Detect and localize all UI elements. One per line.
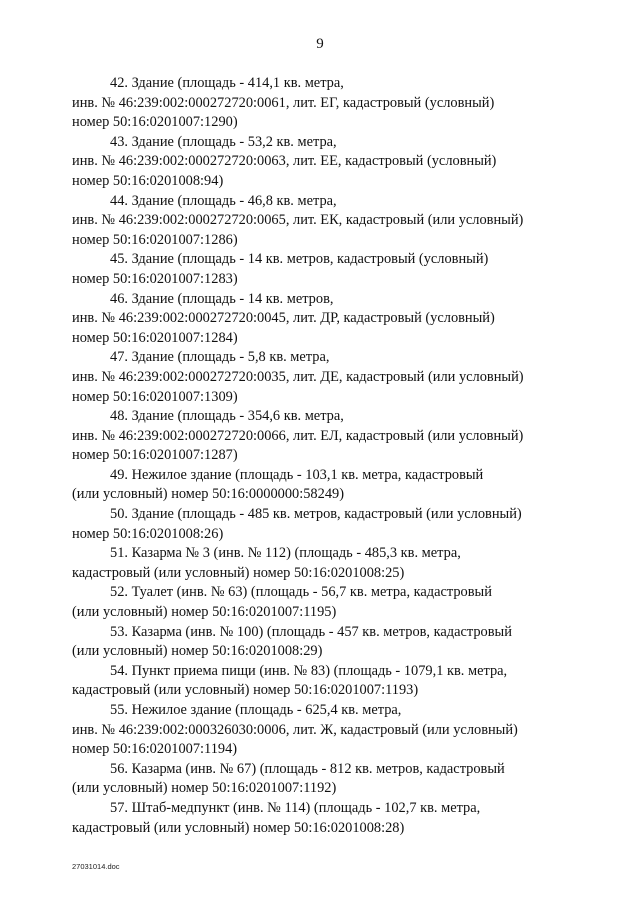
- item-line: номер 50:16:0201007:1309): [72, 388, 238, 405]
- item-line: номер 50:16:0201007:1290): [72, 114, 238, 131]
- item-line: (или условный) номер 50:16:0000000:58249): [72, 486, 345, 503]
- item-first-line: 44. Здание (площадь - 46,8 кв. метра,: [110, 192, 337, 209]
- item-line: номер 50:16:0201007:1287): [72, 447, 238, 464]
- item-line: номер 50:16:0201008:94): [72, 172, 224, 189]
- item-line: номер 50:16:0201007:1286): [72, 231, 238, 248]
- list-item: [72, 133, 560, 192]
- item-first-line: 52. Туалет (инв. № 63) (площадь - 56,7 кв. метра, кадастровый: [110, 584, 492, 601]
- list-item: [72, 544, 560, 583]
- item-first-line: 46. Здание (площадь - 14 кв. метров,: [110, 290, 334, 307]
- item-first-line: 51. Казарма № 3 (инв. № 112) (площадь - 485,3 кв. метра,: [110, 545, 461, 562]
- page-number: 9: [316, 36, 324, 52]
- list-item: [72, 799, 560, 838]
- item-line: номер 50:16:0201007:1194): [72, 741, 238, 758]
- item-line: номер 50:16:0201007:1284): [72, 329, 238, 346]
- item-line: инв. № 46:239:002:000272720:0065, лит. ЕК, кадастровый (или условный): [72, 212, 524, 229]
- item-line: номер 50:16:0201007:1283): [72, 270, 238, 287]
- item-line: (или условный) номер 50:16:0201007:1192): [72, 780, 337, 797]
- item-first-line: 53. Казарма (инв. № 100) (площадь - 457 кв. метров, кадастровый: [110, 623, 512, 640]
- item-first-line: 56. Казарма (инв. № 67) (площадь - 812 кв. метров, кадастровый: [110, 760, 505, 777]
- item-line: кадастровый (или условный) номер 50:16:0201007:1193): [72, 682, 419, 699]
- item-first-line: 45. Здание (площадь - 14 кв. метров, кадастровый (условный): [110, 251, 489, 268]
- list-item: [72, 583, 560, 622]
- list-item: [72, 701, 560, 760]
- list-item: [72, 760, 560, 799]
- item-first-line: 57. Штаб-медпункт (инв. № 114) (площадь - 102,7 кв. метра,: [110, 799, 481, 816]
- list-item: [72, 250, 560, 289]
- item-first-line: 50. Здание (площадь - 485 кв. метров, кадастровый (или условный): [110, 506, 522, 523]
- item-line: кадастровый (или условный) номер 50:16:0201008:25): [72, 564, 405, 581]
- item-line: инв. № 46:239:002:000272720:0061, лит. ЕГ, кадастровый (условный): [72, 94, 495, 111]
- list-item: [72, 348, 560, 407]
- item-line: инв. № 46:239:002:000326030:0006, лит. Ж, кадастровый (или условный): [72, 721, 518, 738]
- item-line: инв. № 46:239:002:000272720:0066, лит. ЕЛ, кадастровый (или условный): [72, 427, 524, 444]
- list-item: [72, 623, 560, 662]
- list-item: [72, 74, 560, 133]
- item-first-line: 48. Здание (площадь - 354,6 кв. метра,: [110, 408, 344, 425]
- list-item: [72, 407, 560, 466]
- item-line: (или условный) номер 50:16:0201008:29): [72, 643, 323, 660]
- item-line: номер 50:16:0201008:26): [72, 525, 224, 542]
- item-line: инв. № 46:239:002:000272720:0035, лит. ДЕ, кадастровый (или условный): [72, 368, 524, 385]
- list-item: [72, 192, 560, 251]
- document-body: [72, 74, 560, 838]
- item-first-line: 43. Здание (площадь - 53,2 кв. метра,: [110, 133, 337, 150]
- item-first-line: 47. Здание (площадь - 5,8 кв. метра,: [110, 349, 330, 366]
- list-item: [72, 290, 560, 349]
- item-first-line: 49. Нежилое здание (площадь - 103,1 кв. метра, кадастровый: [110, 466, 484, 483]
- item-line: кадастровый (или условный) номер 50:16:0201008:28): [72, 819, 405, 836]
- file-name-footer: 27031014.doc: [72, 862, 120, 871]
- list-item: [72, 505, 560, 544]
- item-first-line: 55. Нежилое здание (площадь - 625,4 кв. метра,: [110, 702, 402, 718]
- list-item: [72, 466, 560, 505]
- item-line: инв. № 46:239:002:000272720:0045, лит. ДР, кадастровый (условный): [72, 310, 495, 327]
- item-first-line: 42. Здание (площадь - 414,1 кв. метра,: [110, 75, 344, 91]
- item-line: (или условный) номер 50:16:0201007:1195): [72, 604, 337, 621]
- item-line: инв. № 46:239:002:000272720:0063, лит. ЕЕ, кадастровый (условный): [72, 153, 497, 170]
- list-item: [72, 662, 560, 701]
- item-first-line: 54. Пункт приема пищи (инв. № 83) (площадь - 1079,1 кв. метра,: [110, 662, 508, 679]
